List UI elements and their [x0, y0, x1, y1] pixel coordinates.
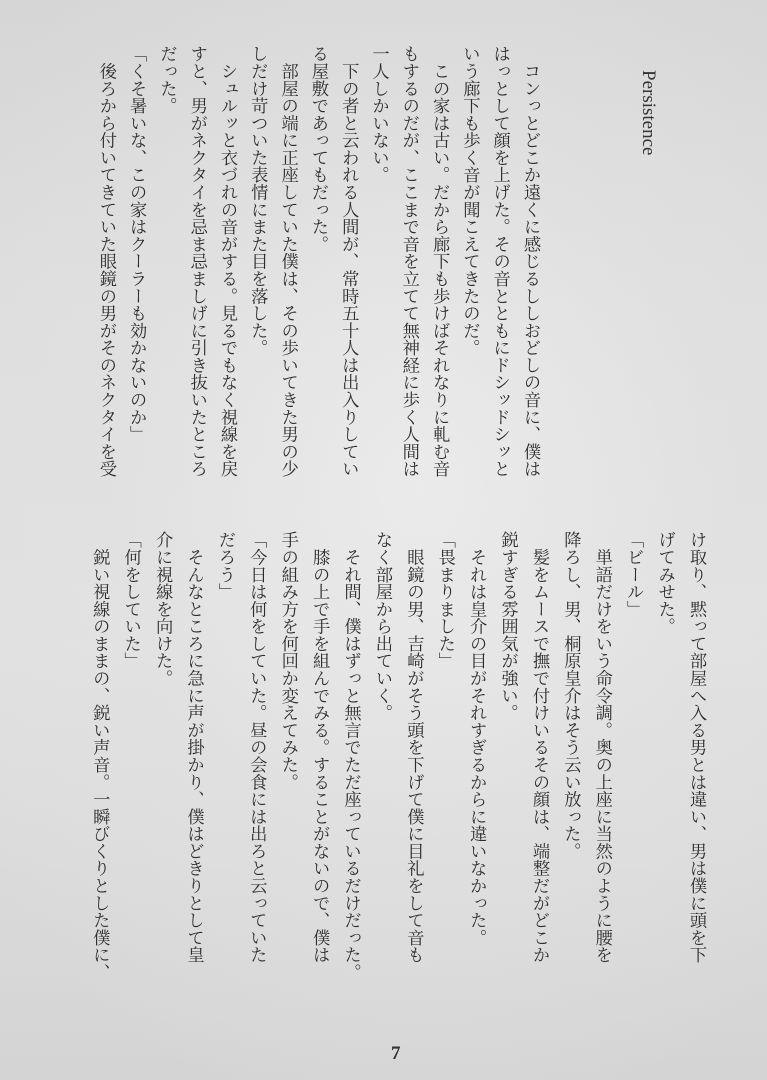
text-column: 「何をしていた」 — [120, 531, 141, 670]
text-column: 降ろし、男、桐原皇介はそう云い放った。 — [560, 531, 581, 860]
text-column: もするのだが、ここまで音を立てて無神経に歩く人間は — [398, 45, 419, 478]
text-column: 「ビール」 — [623, 531, 644, 618]
text-column: げてみせた。 — [654, 531, 675, 635]
text-column: 眼鏡の男、吉崎がそう頭を下げて僕に目礼をして音も — [403, 531, 424, 964]
text-column: 膝の上で手を組んでみる。することがないので、僕は — [309, 531, 330, 964]
text-column: 「今日は何をしていた。昼の会食には出ろと云っていた — [246, 531, 267, 964]
text-column: 鋭すぎる雰囲気が強い。 — [497, 531, 518, 722]
text-column: なく部屋から出ていく。 — [371, 531, 392, 722]
text-column: シュルッと衣づれの音がする。見るでもなく視線を戻 — [217, 45, 238, 478]
text-column: コンっとどこか遠くに感じるししおどしの音に、僕は — [520, 45, 540, 478]
text-column: だった。 — [156, 45, 177, 115]
text-column: 下の者と云われる人間が、常時五十人は出入りしてい — [338, 45, 359, 478]
text-block-top — [91, 45, 545, 485]
text-column: そんなところに急に声が掛かり、僕はどきりとして皇 — [183, 531, 204, 964]
text-column: 介に視線を向けた。 — [152, 531, 173, 687]
text-column: はっとして顔を上げた。その音とともにドシッドシッと — [489, 45, 510, 478]
text-column: だろう」 — [214, 531, 235, 601]
text-column: それは皇介の目がそれすぎるからに違いなかった。 — [466, 531, 487, 946]
text-column: る屋敷であってもだった。 — [307, 45, 328, 253]
text-column: すと、男がネクタイを忌ま忌ましげに引き抜いたところ — [186, 45, 207, 478]
text-column: 「畏まりました」 — [434, 531, 455, 670]
text-column: 髪をムースで撫で付けいるその顔は、端整だがどこか — [528, 531, 549, 964]
text-column: 手の組み方を何回か変えてみた。 — [277, 531, 298, 791]
text-column: 後ろから付いてきていた眼鏡の男がそのネクタイを受 — [95, 45, 116, 478]
text-column: け取り、黙って部屋へ入る男とは違い、男は僕に頭を下 — [686, 531, 706, 964]
text-column: 部屋の端に正座していた僕は、その歩いてきた男の少 — [277, 45, 298, 478]
page-number: 7 — [391, 1043, 401, 1064]
text-column: それ間、僕はずっと無言でただ座っているだけだった。 — [340, 531, 361, 981]
text-block-bottom — [83, 531, 711, 981]
text-column: いう廊下も歩く音が聞こえてきたのだ。 — [459, 45, 480, 357]
text-column: 「くそ暑いな、この家はクーラーも効かないのか」 — [126, 45, 147, 443]
text-column: 一人しかいない。 — [368, 45, 389, 184]
running-header-title: Persistence — [638, 70, 659, 156]
text-column: 鋭い視線のままの、鋭い声音。一瞬びくりとした僕に、 — [89, 531, 110, 981]
text-column: 単語だけをいう命令調。奥の上座に当然のように腰を — [591, 531, 612, 964]
text-column: しだけ苛ついた表情にまた目を落した。 — [247, 45, 268, 357]
text-column: この家は古い。だから廊下も歩けばそれなりに軋む音 — [429, 45, 450, 478]
